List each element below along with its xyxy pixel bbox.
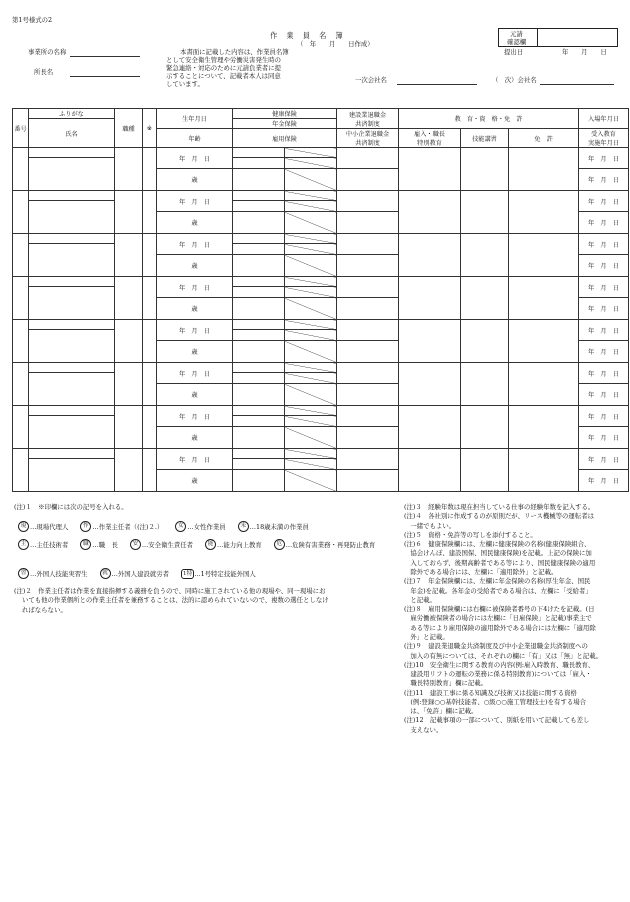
note-line: (例:登録○○基幹技能者、○級○○施工管理技士)を有する場合 bbox=[404, 697, 587, 706]
retire-top-cell[interactable] bbox=[337, 363, 399, 384]
pension-right[interactable] bbox=[285, 158, 337, 169]
birth-cell[interactable]: 年 月 日 bbox=[157, 406, 233, 427]
pension-left[interactable] bbox=[233, 459, 285, 470]
name-cell[interactable] bbox=[29, 330, 115, 363]
legend-symbol: 危 bbox=[274, 539, 285, 550]
header-edu-skill: 技能講習 bbox=[461, 129, 509, 148]
entry-date-cell[interactable]: 年 月 日 bbox=[579, 320, 629, 341]
edu-special-cell[interactable] bbox=[399, 234, 461, 277]
job-cell[interactable] bbox=[115, 406, 143, 449]
birth-cell[interactable]: 年 月 日 bbox=[157, 363, 233, 384]
retire-top-cell[interactable] bbox=[337, 148, 399, 169]
birth-cell[interactable]: 年 月 日 bbox=[157, 320, 233, 341]
edu-skill-cell[interactable] bbox=[461, 320, 509, 363]
legend-item bbox=[80, 541, 118, 549]
employment-right[interactable] bbox=[285, 212, 337, 234]
note-line: 支えない。 bbox=[404, 725, 443, 734]
entry-date-cell[interactable]: 年 月 日 bbox=[579, 234, 629, 255]
header-retire-top: 建設業退職金 共済制度 bbox=[337, 109, 399, 129]
note-line: ある等により雇用保険の適用除外である場合には左欄に「適用除 bbox=[404, 623, 596, 632]
note-1: (注)１ ※印欄には次の記号を入れる。 bbox=[14, 503, 128, 511]
health-left[interactable] bbox=[233, 406, 285, 416]
retire-bottom-cell[interactable] bbox=[337, 341, 399, 363]
birth-cell[interactable]: 年 月 日 bbox=[157, 234, 233, 255]
employment-left[interactable] bbox=[233, 384, 285, 406]
form-number: 第1号様式の2 bbox=[12, 16, 53, 24]
note-2: (注)２ 作業主任者は作業を直接指揮する義務を負うので、同時に施工されている他の現場や、同一現場にお いても他の作業個所との作業主任者を兼務することは、法的に認められていないので、複数の選任としなけ ればならない。 bbox=[14, 587, 329, 614]
edu-special-cell[interactable] bbox=[399, 148, 461, 191]
note-line: 建設用リフトの運転の業務に係る特別教育)については「雇入・ bbox=[404, 670, 592, 679]
legend-text: …能力向上教育 bbox=[217, 540, 262, 549]
legend-text: …危険有害業務・再発防止教育 bbox=[285, 540, 376, 549]
retire-bottom-cell[interactable] bbox=[337, 169, 399, 191]
pension-left[interactable] bbox=[233, 287, 285, 298]
health-left[interactable] bbox=[233, 449, 285, 459]
employment-right[interactable] bbox=[285, 298, 337, 320]
row-number[interactable] bbox=[13, 449, 29, 492]
name-cell[interactable] bbox=[29, 287, 115, 320]
furigana-cell[interactable] bbox=[29, 320, 115, 330]
legend-item bbox=[18, 523, 68, 531]
job-cell[interactable] bbox=[115, 363, 143, 406]
office-name-field[interactable] bbox=[70, 48, 140, 57]
header-safety: 受入教育 実施年月日 bbox=[579, 129, 629, 148]
legend-symbol: 就 bbox=[100, 568, 111, 579]
legend-text: …主任技術者 bbox=[30, 540, 69, 549]
legend-symbol: 能 bbox=[205, 539, 216, 550]
employment-left[interactable] bbox=[233, 212, 285, 234]
created-date: （ 年 月 日作成） bbox=[297, 40, 374, 48]
pension-left[interactable] bbox=[233, 158, 285, 169]
page-title: 作 業 員 名 簿 bbox=[270, 31, 344, 40]
edu-special-cell[interactable] bbox=[399, 406, 461, 449]
name-cell[interactable] bbox=[29, 459, 115, 492]
row-number[interactable] bbox=[13, 191, 29, 234]
furigana-cell[interactable] bbox=[29, 148, 115, 158]
header-number: 番号 bbox=[13, 109, 29, 148]
safety-date-cell[interactable]: 年 月 日 bbox=[579, 298, 629, 320]
health-left[interactable] bbox=[233, 234, 285, 244]
primary-company-label: 一次会社名 bbox=[355, 76, 387, 84]
note-line: 年金)を記載。各年金の受給者である場合は、左欄に「受給者」 bbox=[404, 586, 592, 595]
legend-text: …外国人技能実習生 bbox=[30, 569, 88, 578]
confirm-label-a: 元請 bbox=[510, 30, 523, 38]
name-cell[interactable] bbox=[29, 373, 115, 406]
edu-skill-cell[interactable] bbox=[461, 191, 509, 234]
note-line: 一緒でもよい。 bbox=[404, 521, 456, 530]
name-cell[interactable] bbox=[29, 244, 115, 277]
age-cell[interactable]: 歳 bbox=[157, 255, 233, 277]
edu-license-cell[interactable] bbox=[509, 363, 579, 406]
pension-right[interactable] bbox=[285, 416, 337, 427]
edu-skill-cell[interactable] bbox=[461, 148, 509, 191]
birth-cell[interactable]: 年 月 日 bbox=[157, 148, 233, 169]
note-line: (注)４ 各社別に作成するのが原則だが、リース機械等の運転者は bbox=[404, 512, 594, 521]
legend-symbol: 1特 bbox=[183, 570, 193, 577]
edu-license-cell[interactable] bbox=[509, 148, 579, 191]
entry-date-cell[interactable]: 年 月 日 bbox=[579, 191, 629, 212]
retire-bottom-cell[interactable] bbox=[337, 298, 399, 320]
notes-right bbox=[404, 503, 602, 735]
birth-cell[interactable]: 年 月 日 bbox=[157, 449, 233, 470]
director-label: 所長名 bbox=[34, 68, 54, 76]
age-cell[interactable]: 歳 bbox=[157, 298, 233, 320]
pension-right[interactable] bbox=[285, 287, 337, 298]
job-cell[interactable] bbox=[115, 320, 143, 363]
header-furigana: ふりがな bbox=[29, 109, 115, 119]
pension-right[interactable] bbox=[285, 459, 337, 470]
edu-special-cell[interactable] bbox=[399, 320, 461, 363]
header-retire-bottom: 中小企業退職金 共済制度 bbox=[337, 129, 399, 148]
entry-date-cell[interactable]: 年 月 日 bbox=[579, 363, 629, 384]
office-name-label: 事業所の名称 bbox=[28, 48, 67, 56]
job-cell[interactable] bbox=[115, 277, 143, 320]
health-left[interactable] bbox=[233, 363, 285, 373]
note-line: (注)８ 雇用保険欄には右欄に被保険者番号の下4けたを記載。(日 bbox=[404, 605, 595, 614]
legend-text: …職 長 bbox=[92, 540, 118, 549]
safety-date-cell[interactable]: 年 月 日 bbox=[579, 427, 629, 449]
age-cell[interactable]: 歳 bbox=[157, 341, 233, 363]
legend-item bbox=[205, 541, 262, 549]
retire-top-cell[interactable] bbox=[337, 449, 399, 470]
note-line: (注)５ 資格・免許等の写しを添付すること。 bbox=[404, 530, 537, 539]
health-left[interactable] bbox=[233, 148, 285, 158]
legend-symbol: 職 bbox=[80, 539, 91, 550]
header-pension: 年金保険 bbox=[233, 119, 337, 129]
pension-left[interactable] bbox=[233, 416, 285, 427]
row-number[interactable] bbox=[13, 320, 29, 363]
legend-symbol: 未 bbox=[238, 521, 249, 532]
health-right[interactable] bbox=[285, 277, 337, 287]
note-line: は、「免許」欄に記載。 bbox=[404, 707, 478, 716]
legend-item bbox=[18, 570, 88, 578]
legend-item bbox=[238, 523, 309, 531]
edu-special-cell[interactable] bbox=[399, 191, 461, 234]
primary-company-field[interactable] bbox=[397, 76, 477, 85]
edu-skill-cell[interactable] bbox=[461, 406, 509, 449]
safety-date-cell[interactable]: 年 月 日 bbox=[579, 470, 629, 492]
note-line: 雇労働被保険者の場合には左欄に「日雇保険」と記載)事業主で bbox=[404, 614, 592, 623]
note-line: 入しておらず、後期高齢者である等により、国民健康保険の適用 bbox=[404, 558, 596, 567]
health-left[interactable] bbox=[233, 277, 285, 287]
retire-bottom-cell[interactable] bbox=[337, 212, 399, 234]
edu-skill-cell[interactable] bbox=[461, 277, 509, 320]
employment-right[interactable] bbox=[285, 169, 337, 191]
edu-special-cell[interactable] bbox=[399, 449, 461, 492]
safety-date-cell[interactable]: 年 月 日 bbox=[579, 255, 629, 277]
note-line: (注)９ 建設業退職金共済制度及び中小企業退職金共済制度への bbox=[404, 642, 588, 651]
employment-right[interactable] bbox=[285, 255, 337, 277]
header-edu-special: 雇入・職長 特別教育 bbox=[399, 129, 461, 148]
safety-date-cell[interactable]: 年 月 日 bbox=[579, 169, 629, 191]
age-cell[interactable]: 歳 bbox=[157, 169, 233, 191]
mark-cell[interactable] bbox=[143, 406, 157, 449]
furigana-cell[interactable] bbox=[29, 191, 115, 201]
job-cell[interactable] bbox=[115, 234, 143, 277]
edu-license-cell[interactable] bbox=[509, 449, 579, 492]
mark-cell[interactable] bbox=[143, 320, 157, 363]
header-education: 教 育・資 格・免 許 bbox=[399, 109, 579, 129]
mark-cell[interactable] bbox=[143, 363, 157, 406]
entry-date-cell[interactable]: 年 月 日 bbox=[579, 406, 629, 427]
note-line: (注)12 記載事項の一部について、別紙を用いて記載しても差し bbox=[404, 716, 590, 725]
safety-date-cell[interactable]: 年 月 日 bbox=[579, 384, 629, 406]
employment-left[interactable] bbox=[233, 470, 285, 492]
furigana-cell[interactable] bbox=[29, 277, 115, 287]
pension-right[interactable] bbox=[285, 201, 337, 212]
confirm-label-b: 確認欄 bbox=[507, 38, 527, 46]
header-employment: 雇用保険 bbox=[233, 129, 337, 148]
legend-row-1 bbox=[18, 521, 321, 532]
employment-left[interactable] bbox=[233, 255, 285, 277]
note-line: 加入の有無については、それぞれの欄に「有」又は「無」と記載。 bbox=[404, 651, 602, 660]
header-age: 年齢 bbox=[157, 129, 233, 148]
note-line: (注)３ 経験年数は現在担当している仕事の経験年数を記入する。 bbox=[404, 503, 595, 511]
pension-right[interactable] bbox=[285, 330, 337, 341]
health-right[interactable] bbox=[285, 363, 337, 373]
mark-cell[interactable] bbox=[143, 234, 157, 277]
note-line: 除外である場合には、左欄に「適用除外」と記載。 bbox=[404, 567, 558, 576]
pension-left[interactable] bbox=[233, 373, 285, 384]
employment-left[interactable] bbox=[233, 298, 285, 320]
submission-label: 提出日 bbox=[504, 48, 524, 56]
legend-symbol: 現 bbox=[18, 521, 29, 532]
birth-cell[interactable]: 年 月 日 bbox=[157, 191, 233, 212]
header-name: 氏名 bbox=[29, 119, 115, 148]
health-right[interactable] bbox=[285, 234, 337, 244]
retire-top-cell[interactable] bbox=[337, 234, 399, 255]
furigana-cell[interactable] bbox=[29, 234, 115, 244]
name-cell[interactable] bbox=[29, 416, 115, 449]
edu-special-cell[interactable] bbox=[399, 363, 461, 406]
note-line: (注)７ 年金保険欄には、左欄に年金保険の名称(厚生年金、国民 bbox=[404, 577, 591, 586]
mark-cell[interactable] bbox=[143, 277, 157, 320]
edu-special-cell[interactable] bbox=[399, 277, 461, 320]
health-right[interactable] bbox=[285, 449, 337, 459]
note-line: (注)６ 健康保険欄には、左欄に健康保険の名称(健康保険組合、 bbox=[404, 540, 591, 549]
entry-date-cell[interactable]: 年 月 日 bbox=[579, 449, 629, 470]
note-line: (注)11 建設工事に係る知識及び技術又は技能に関する資格 bbox=[404, 688, 577, 697]
health-right[interactable] bbox=[285, 148, 337, 158]
retire-bottom-cell[interactable] bbox=[337, 255, 399, 277]
age-cell[interactable]: 歳 bbox=[157, 427, 233, 449]
note-line: 外」と記載。 bbox=[404, 632, 449, 641]
job-cell[interactable] bbox=[115, 449, 143, 492]
employment-right[interactable] bbox=[285, 341, 337, 363]
row-number[interactable] bbox=[13, 363, 29, 406]
note-line: (注)10 安全衛生に関する教育の内容(例:雇入時教育、職長教育、 bbox=[404, 660, 595, 669]
legend-text: …安全衛生責任者 bbox=[141, 540, 194, 549]
health-left[interactable] bbox=[233, 191, 285, 201]
employment-left[interactable] bbox=[233, 427, 285, 449]
header-mark: ※ bbox=[143, 109, 157, 148]
row-number[interactable] bbox=[13, 277, 29, 320]
legend-item bbox=[274, 541, 375, 549]
header-entry: 入場年月日 bbox=[579, 109, 629, 129]
legend-item bbox=[175, 523, 225, 531]
submission-date: 年 月 日 bbox=[562, 48, 607, 56]
employment-right[interactable] bbox=[285, 384, 337, 406]
pension-right[interactable] bbox=[285, 373, 337, 384]
health-right[interactable] bbox=[285, 406, 337, 416]
safety-date-cell[interactable]: 年 月 日 bbox=[579, 212, 629, 234]
employment-left[interactable] bbox=[233, 341, 285, 363]
secondary-company-field[interactable] bbox=[540, 76, 614, 85]
retire-bottom-cell[interactable] bbox=[337, 470, 399, 492]
mark-cell[interactable] bbox=[143, 148, 157, 191]
name-cell[interactable] bbox=[29, 201, 115, 234]
mark-cell[interactable] bbox=[143, 449, 157, 492]
retire-top-cell[interactable] bbox=[337, 320, 399, 341]
age-cell[interactable]: 歳 bbox=[157, 212, 233, 234]
legend-item bbox=[181, 570, 256, 578]
header-health: 健康保険 bbox=[233, 109, 337, 119]
mark-cell[interactable] bbox=[143, 191, 157, 234]
job-cell[interactable] bbox=[115, 191, 143, 234]
edu-license-cell[interactable] bbox=[509, 277, 579, 320]
health-right[interactable] bbox=[285, 320, 337, 330]
legend-symbol: 主 bbox=[18, 539, 29, 550]
pension-left[interactable] bbox=[233, 330, 285, 341]
header-job: 職種 bbox=[115, 109, 143, 148]
legend-symbol: 女 bbox=[175, 521, 186, 532]
health-left[interactable] bbox=[233, 320, 285, 330]
employment-right[interactable] bbox=[285, 427, 337, 449]
legend-item bbox=[100, 570, 170, 578]
employment-left[interactable] bbox=[233, 169, 285, 191]
edu-license-cell[interactable] bbox=[509, 406, 579, 449]
header-birth: 生年月日 bbox=[157, 109, 233, 129]
legend-text: …現場代理人 bbox=[30, 522, 69, 531]
furigana-cell[interactable] bbox=[29, 449, 115, 459]
entry-date-cell[interactable]: 年 月 日 bbox=[579, 148, 629, 169]
legend-text: …外国人建設就労者 bbox=[111, 569, 170, 578]
entry-date-cell[interactable]: 年 月 日 bbox=[579, 277, 629, 298]
note-line: 協会けんぽ、建設国保、国民健康保険)を記載。上記の保険に加 bbox=[404, 549, 592, 558]
legend-item bbox=[130, 541, 193, 549]
edu-skill-cell[interactable] bbox=[461, 363, 509, 406]
safety-date-cell[interactable]: 年 月 日 bbox=[579, 341, 629, 363]
note-line: と記載。 bbox=[404, 595, 436, 604]
row-number[interactable] bbox=[13, 406, 29, 449]
edu-skill-cell[interactable] bbox=[461, 449, 509, 492]
legend-text: …18歳未満の作業員 bbox=[249, 522, 309, 531]
furigana-cell[interactable] bbox=[29, 406, 115, 416]
age-cell[interactable]: 歳 bbox=[157, 384, 233, 406]
legend-text: …1号特定技能外国人 bbox=[194, 569, 256, 578]
row-number[interactable] bbox=[13, 234, 29, 277]
legend-item bbox=[18, 541, 68, 549]
furigana-cell[interactable] bbox=[29, 363, 115, 373]
legend-row-2 bbox=[18, 539, 388, 550]
legend-symbol: 作 bbox=[80, 521, 91, 532]
retire-bottom-cell[interactable] bbox=[337, 427, 399, 449]
roster-table bbox=[12, 108, 629, 492]
legend-text: …作業主任者（(注)２.） bbox=[92, 522, 164, 531]
legend-symbol: 安 bbox=[130, 539, 141, 550]
secondary-company-label: （ 次）会社名 bbox=[492, 76, 537, 84]
row-number[interactable] bbox=[13, 148, 29, 191]
edu-skill-cell[interactable] bbox=[461, 234, 509, 277]
consent-text: 本書面に記載した内容は、作業員名簿 として安全衛生管理や労働災害発生時の 緊急連絡・対応のために元請負業者に提 示することについて、記載者本人は同意 しています。 bbox=[166, 48, 289, 88]
confirmation-box bbox=[498, 28, 618, 47]
age-cell[interactable]: 歳 bbox=[157, 470, 233, 492]
retire-bottom-cell[interactable] bbox=[337, 384, 399, 406]
name-cell[interactable] bbox=[29, 158, 115, 191]
retire-top-cell[interactable] bbox=[337, 277, 399, 298]
legend-item bbox=[80, 523, 163, 531]
edu-license-cell[interactable] bbox=[509, 234, 579, 277]
director-field[interactable] bbox=[70, 68, 140, 77]
legend-row-3 bbox=[18, 568, 268, 579]
pension-right[interactable] bbox=[285, 244, 337, 255]
employment-right[interactable] bbox=[285, 470, 337, 492]
note-line: 職長特別教育」欄に記載。 bbox=[404, 679, 488, 688]
edu-license-cell[interactable] bbox=[509, 320, 579, 363]
pension-left[interactable] bbox=[233, 201, 285, 212]
retire-top-cell[interactable] bbox=[337, 191, 399, 212]
birth-cell[interactable]: 年 月 日 bbox=[157, 277, 233, 298]
legend-text: …女性作業員 bbox=[187, 522, 226, 531]
health-right[interactable] bbox=[285, 191, 337, 201]
retire-top-cell[interactable] bbox=[337, 406, 399, 427]
header-edu-license: 免 許 bbox=[509, 129, 579, 148]
edu-license-cell[interactable] bbox=[509, 191, 579, 234]
job-cell[interactable] bbox=[115, 148, 143, 191]
legend-symbol: 習 bbox=[18, 568, 29, 579]
pension-left[interactable] bbox=[233, 244, 285, 255]
